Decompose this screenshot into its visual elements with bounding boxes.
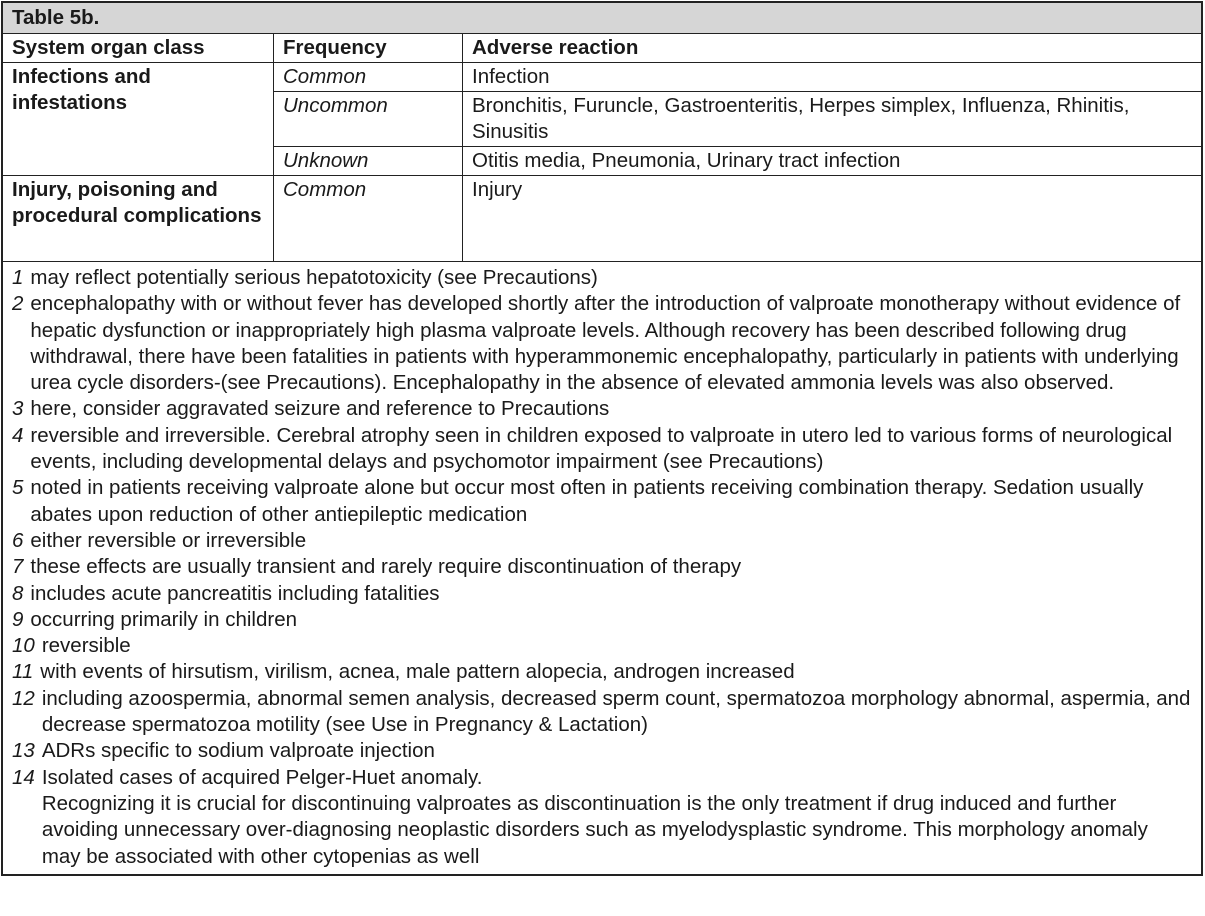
reaction-cell: Bronchitis, Furuncle, Gastroenteritis, Herpes simplex, Influenza, Rhinitis, Sinusitis: [463, 92, 1202, 147]
footnote-number: 7: [12, 555, 24, 579]
footnote-item: [12, 423, 1192, 476]
footnote-text-line: Isolated cases of acquired Pelger-Huet anomaly.: [41, 765, 483, 789]
footnote-text: either reversible or irreversible: [30, 528, 307, 552]
footnote-text: reversible: [41, 634, 131, 658]
footnote-number: 5: [12, 476, 24, 500]
table-header-row: [3, 34, 1202, 63]
footnote-item: [12, 633, 1192, 659]
footnote-number: 2: [12, 292, 24, 316]
footnote-text: ADRs specific to sodium valproate injection: [41, 739, 435, 763]
adverse-reactions-table-container: [1, 1, 1203, 876]
header-frequency: Frequency: [274, 34, 463, 63]
footnote-item: [12, 738, 1192, 764]
footnote-number: 3: [12, 397, 24, 421]
footnote-item: [12, 765, 1192, 870]
footnote-text: [42, 765, 1192, 870]
footnote-item: [12, 291, 1192, 396]
footnote-number: 13: [12, 739, 35, 763]
footnote-number: 9: [12, 607, 24, 631]
footnote-text: with events of hirsutism, virilism, acnea, male pattern alopecia, androgen increased: [40, 660, 795, 684]
footnote-text: including azoospermia, abnormal semen analysis, decreased sperm count, spermatozoa morphology abnormal, aspermia, and decrease spermatozoa motility (see Use in Pregnancy & Lactation): [41, 686, 1191, 737]
footnote-item: [12, 581, 1192, 607]
footnote-item: [12, 686, 1192, 739]
footnote-text: occurring primarily in children: [30, 607, 297, 631]
footnote-item: [12, 528, 1192, 554]
footnote-number: 4: [12, 423, 24, 447]
footnote-text: includes acute pancreatitis including fatalities: [30, 581, 440, 605]
footnote-number: 12: [12, 686, 35, 710]
footnote-item: [12, 607, 1192, 633]
frequency-cell: Unknown: [274, 147, 463, 176]
footnote-text: reversible and irreversible. Cerebral atrophy seen in children exposed to valproate in utero led to various forms of neurological events, including developmental delays and psychomotor impairment (see Precautions): [30, 423, 1173, 474]
soc-cell: Infections and infestations: [3, 63, 274, 176]
footnotes-cell: [3, 262, 1202, 875]
table-title-row: [3, 3, 1202, 34]
footnote-item: [12, 396, 1192, 422]
footnote-item: [12, 265, 1192, 291]
frequency-cell: Common: [274, 176, 463, 262]
footnote-item: [12, 475, 1192, 528]
reaction-cell: Infection: [463, 63, 1202, 92]
footnote-number: 8: [12, 581, 24, 605]
table-row: [3, 63, 1202, 92]
footnote-number: 6: [12, 528, 24, 552]
footnote-number: 14: [12, 765, 35, 789]
adverse-reactions-table: [2, 2, 1202, 875]
footnote-text: here, consider aggravated seizure and reference to Precautions: [30, 397, 610, 421]
footnote-text: noted in patients receiving valproate alone but occur most often in patients receiving combination therapy. Sedation usually abates upon reduction of other antiepileptic medication: [30, 476, 1144, 526]
footnote-number: 1: [12, 266, 24, 289]
frequency-cell: Common: [274, 63, 463, 92]
footnote-item: [12, 659, 1192, 685]
footnote-text: these effects are usually transient and rarely require discontinuation of therapy: [30, 555, 742, 579]
header-adverse-reaction: Adverse reaction: [463, 34, 1202, 63]
footnote-number: 10: [12, 634, 35, 658]
header-system-organ-class: System organ class: [3, 34, 274, 63]
table-row: [3, 176, 1202, 262]
footnote-item: [12, 554, 1192, 580]
footnote-text-line: Recognizing it is crucial for discontinuing valproates as discontinuation is the only treatment if drug induced and further avoiding unnecessary over-diagnosing neoplastic disorders such as myelodysplastic syndrome. This morphology anomaly may be associated with other cytopenias as well: [41, 791, 1148, 868]
table-title: Table 5b.: [3, 3, 1202, 34]
reaction-cell: Otitis media, Pneumonia, Urinary tract infection: [463, 147, 1202, 176]
reaction-cell: Injury: [463, 176, 1202, 262]
soc-cell: Injury, poisoning and procedural complications: [3, 176, 274, 262]
footnotes-row: [3, 262, 1202, 875]
footnote-number: 11: [12, 660, 34, 684]
footnote-text: encephalopathy with or without fever has developed shortly after the introduction of valproate monotherapy without evidence of hepatic dysfunction or inappropriately high plasma valproate levels. Although recovery has been described following drug withdrawal, there have been fatalities in patients with hyperammonemic encephalopathy, particularly in patients with underlying urea cycle disorders-(see Precautions). Encephalopathy in the absence of elevated ammonia levels was also observed.: [30, 292, 1181, 395]
frequency-cell: Uncommon: [274, 92, 463, 147]
footnote-text: may reflect potentially serious hepatotoxicity (see Precautions): [30, 266, 598, 289]
